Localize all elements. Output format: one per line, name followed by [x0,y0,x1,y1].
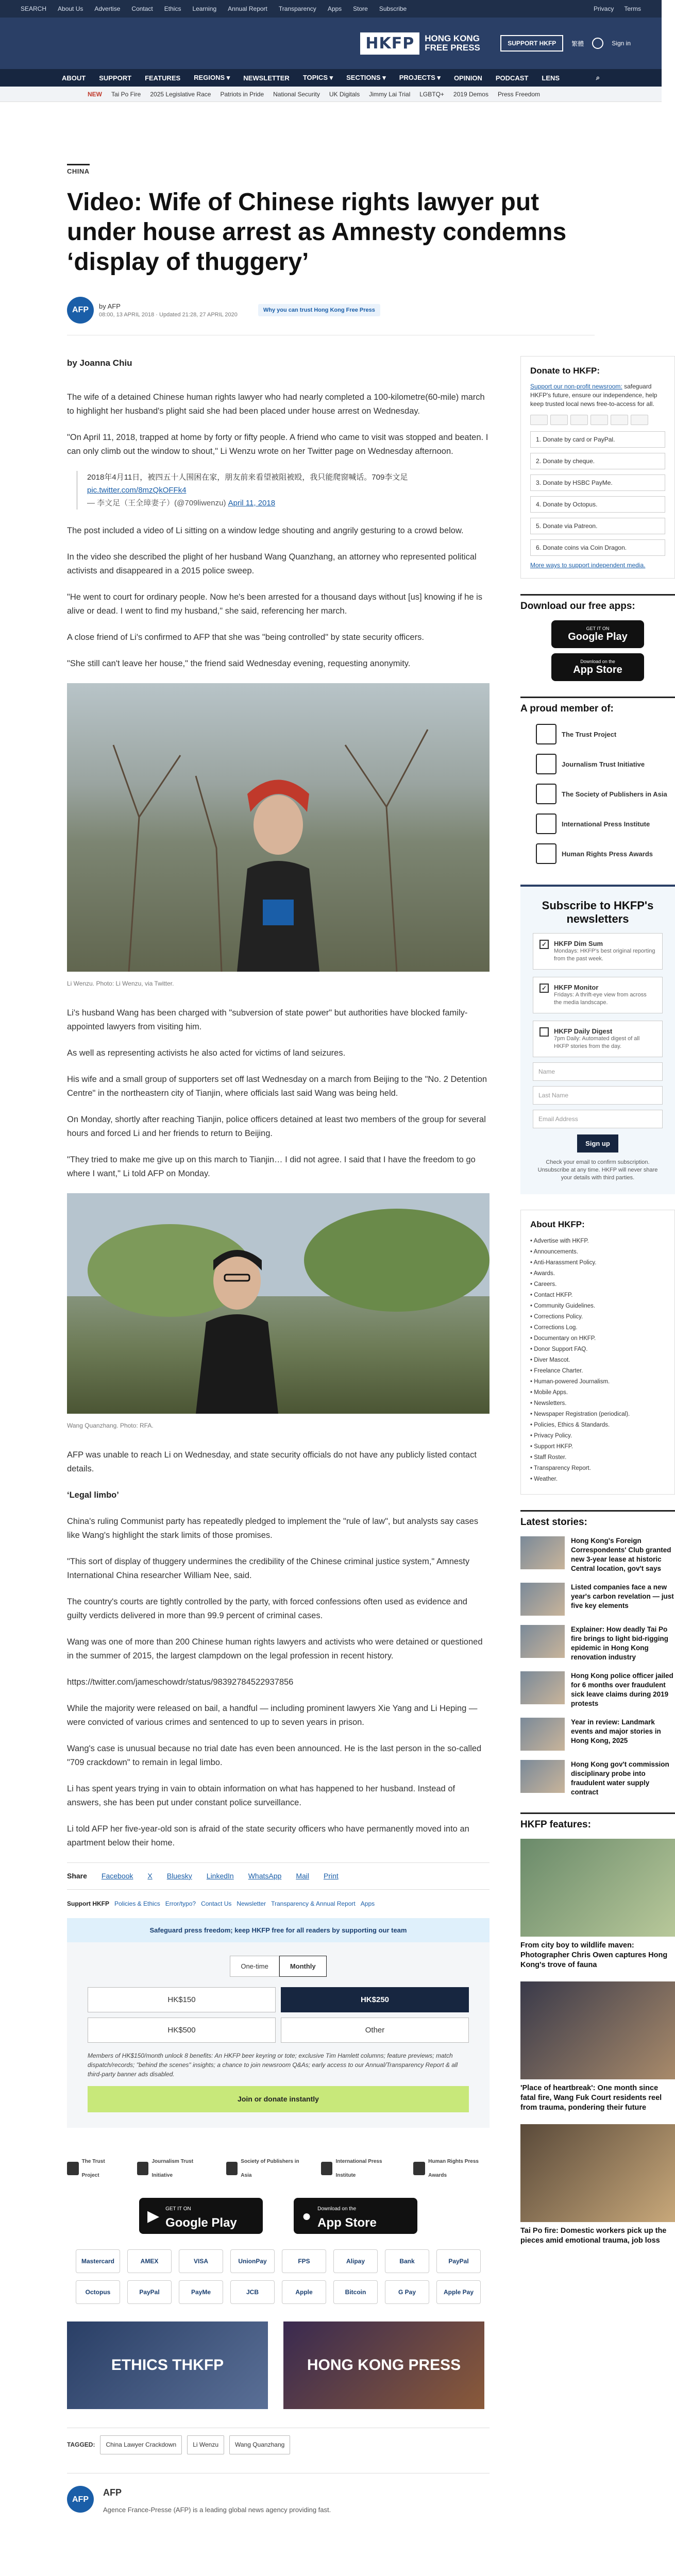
about-link[interactable]: • Freelance Charter. [530,1366,665,1377]
trust-project-icon [536,724,556,744]
logo-line-1: HONG KONG [425,33,480,43]
about-link[interactable]: • Anti-Harassment Policy. [530,1258,665,1268]
about-link[interactable]: • Corrections Log. [530,1323,665,1333]
payment-method[interactable]: Alipay [333,2249,378,2273]
about-link[interactable]: • Diver Mascot. [530,1355,665,1366]
article-paragraph: Li has spent years trying in vain to obtain information on what has happened to her husband. Instead of answers, she has been put under constant police surveillance. [67,1784,455,1807]
feature-story[interactable]: Tai Po fire: Domestic workers pick up the pieces amid emotional trauma, job loss [520,2124,675,2246]
utility-link-privacy[interactable]: Privacy [593,5,614,12]
article-paragraph: On Monday, shortly after reaching Tianjin, police officers detained at least two members of the group for several hours and forced Li and her friends to return to Beijing. [67,1115,486,1138]
payment-method[interactable]: UnionPay [230,2249,275,2273]
newsletter-title: Subscribe to HKFP's newsletters [542,899,654,925]
member-logo[interactable]: Journalism Trust Initiative [536,754,675,774]
ethics-banner[interactable]: ETHICS THKFP [67,2321,268,2409]
utility-link-apps[interactable]: Apps [327,5,342,12]
donation-widget [67,1942,490,2128]
donation-banner[interactable]: Safeguard press freedom; keep HKFP free for all readers by supporting our team [67,1918,490,1942]
about-link[interactable]: • Newspaper Registration (periodical). [530,1409,665,1420]
checkbox[interactable] [539,1027,549,1037]
payment-method[interactable]: VISA [179,2249,223,2273]
about-link[interactable]: • Corrections Policy. [530,1312,665,1323]
feature-image[interactable] [520,1981,675,2079]
sidebar-app-store-button[interactable]: Download on the App Store [551,653,644,681]
trending-link[interactable]: Press Freedom [497,90,540,98]
ipi-icon [536,814,556,834]
about-link[interactable]: • Careers. [530,1279,665,1290]
utility-link-ethics[interactable]: Ethics [164,5,181,12]
features-title: HKFP features: [520,1812,675,1831]
payment-method[interactable]: PayPal [436,2249,481,2273]
embedded-tweet [76,471,490,510]
photo-wang-quanzhang [67,1193,490,1414]
article-paragraph: His wife and a small group of supporters set off last Wednesday on a march from Beijing to the "No. 2 Detention Centre" in the northeastern city of Tianjin, where officials last said Wang was being held. [67,1075,487,1098]
nav-lens[interactable]: LENS [542,74,560,82]
about-block [520,1210,675,1495]
donate-option[interactable]: 2. Donate by cheque. [530,453,665,469]
member-title: A proud member of: [520,697,675,715]
trending-new-label: NEW [88,90,102,98]
trending-link[interactable]: 2019 Demos [453,90,488,98]
logo-line-2: FREE PRESS [425,43,480,53]
member-logo[interactable]: The Society of Publishers in Asia [536,784,675,804]
about-links [530,1236,665,1485]
payment-method[interactable]: JCB [230,2280,275,2304]
article-paragraph: China's ruling Communist party has repeatedly pledged to implement the "rule of law", but analysts say cases like Wang's highlight the stark limits of those promises. [67,1517,479,1540]
share-whatsapp[interactable]: WhatsApp [248,1872,282,1880]
tab-monthly[interactable]: Monthly [279,1956,327,1977]
donate-option[interactable]: 5. Donate via Patreon. [530,518,665,534]
about-link[interactable]: • Staff Roster. [530,1452,665,1463]
payment-method[interactable]: Bank [385,2249,429,2273]
trending-link[interactable]: National Security [273,90,320,98]
footer-link[interactable]: Error/typo? [165,1900,196,1907]
utility-link-contact[interactable]: Contact [131,5,153,12]
story-thumbnail[interactable] [520,1671,565,1704]
article-paragraph: While the majority were released on bail, a handful — including prominent lawyers Xie Yang and Li Heping — were convicted of various crimes and sentenced to up to seven years in prison. [67,1704,478,1727]
payment-method[interactable]: Bitcoin [333,2280,378,2304]
article-paragraph: The post included a video of Li sitting on a window ledge shouting and angrily gesturing to a crowd below. [67,526,464,535]
photo-wang-quanzhang-illustration [67,1193,490,1414]
utility-link-subscribe[interactable]: Subscribe [379,5,407,12]
donate-intro-link[interactable]: Support our non-profit newsroom: [530,383,622,390]
footer-link[interactable]: Contact Us [201,1900,232,1907]
photo-li-wenzu [67,683,490,972]
nav-podcast[interactable]: PODCAST [495,74,529,82]
about-link[interactable]: • Policies, Ethics & Standards. [530,1420,665,1431]
newsletter-option[interactable]: HKFP Daily Digest 7pm Daily: Automated digest of all HKFP stories from the day. [533,1021,663,1057]
card-icon [590,415,608,425]
email-field[interactable]: Email Address [533,1110,663,1128]
donate-more-link[interactable]: More ways to support independent media. [530,562,646,569]
article-paragraph: "He went to court for ordinary people. Now he's been arrested for a thousand days without [us] knowing if he is alive or dead. I went to find my husband," she said, referencing her march. [67,592,483,616]
sidebar-google-play-button[interactable]: GET IT ON Google Play [551,620,644,648]
story-thumbnail[interactable] [520,1625,565,1658]
card-icon [570,415,588,425]
about-link[interactable]: • Community Guidelines. [530,1301,665,1312]
utility-link-learning[interactable]: Learning [192,5,217,12]
story-thumbnail[interactable] [520,1536,565,1569]
tagged-label: TAGGED: [67,2441,95,2448]
footer-support-link[interactable]: Support HKFP [67,1900,109,1907]
card-icon [550,415,568,425]
about-title: About HKFP: [530,1219,585,1229]
membership-logos [67,2155,490,2182]
amount-option[interactable]: HK$500 [88,2018,276,2043]
feature-story[interactable]: From city boy to wildlife maven: Photographer Chris Owen captures Hong Kong's trove of fauna [520,1839,675,1970]
newsletter-signup [520,885,675,1194]
last-name-field[interactable]: Last Name [533,1086,663,1105]
about-link[interactable]: • Donor Support FAQ. [530,1344,665,1355]
hrpa-icon [413,2162,425,2175]
article-paragraph: Li told AFP her five-year-old son is afraid of the state security officers who have permanently moved into an apartment below their home. [67,1824,469,1848]
latest-story[interactable]: Hong Kong police officer jailed for 6 months over fraudulent sick leave claims during 2019 protests [520,1671,675,1708]
site-logo[interactable] [360,32,480,55]
tweet-link[interactable]: pic.twitter.com/8mzQkOFFk4 [87,486,187,495]
article-subhead: ‘Legal limbo’ [67,1490,119,1500]
utility-link-transparency[interactable]: Transparency [278,5,316,12]
author-box-avatar[interactable]: AFP [67,2486,94,2513]
latest-story[interactable]: Explainer: How deadly Tai Po fire brings to light bid-rigging epidemic in Hong Kong renovation industry [520,1625,675,1662]
payment-method[interactable]: Apple [282,2280,326,2304]
donate-option[interactable]: 6. Donate coins via Coin Dragon. [530,539,665,556]
payment-icons [530,415,665,425]
share-facebook[interactable]: Facebook [101,1872,133,1880]
logo-sopa[interactable]: Society of Publishers in Asia [226,2155,302,2182]
search-icon[interactable]: ⌕ [596,74,600,81]
donate-block [520,356,675,579]
member-logo[interactable]: International Press Institute [536,814,675,834]
photo-caption: Li Wenzu. Photo: Li Wenzu, via Twitter. [67,980,174,987]
nav-regions[interactable]: REGIONS ▾ [194,74,230,81]
donate-option[interactable]: 3. Donate by HSBC PayMe. [530,474,665,491]
sidebar [520,356,675,2517]
nav-newsletter[interactable]: NEWSLETTER [243,74,290,82]
feature-image[interactable] [520,1839,675,1937]
latest-title: Latest stories: [520,1510,675,1528]
nav-topics[interactable]: TOPICS ▾ [302,74,333,81]
nav-about[interactable]: ABOUT [62,74,86,82]
article-paragraph: As well as representing activists he also acted for victims of land seizures. [67,1048,346,1058]
about-link[interactable]: • Documentary on HKFP. [530,1333,665,1344]
utility-link-search[interactable]: SEARCH [21,5,47,12]
about-link[interactable]: • Mobile Apps. [530,1387,665,1398]
utility-link-annual-report[interactable]: Annual Report [228,5,267,12]
jti-icon [536,754,556,774]
article-category[interactable]: CHINA [67,164,90,175]
user-icon[interactable] [592,38,603,49]
about-link[interactable]: • Support HKFP. [530,1442,665,1452]
nav-features[interactable]: FEATURES [145,74,181,82]
donate-option[interactable]: 1. Donate by card or PayPal. [530,431,665,448]
article-container [67,102,674,2517]
tag-link[interactable]: China Lawyer Crackdown [100,2435,182,2454]
trending-link[interactable]: Jimmy Lai Trial [369,90,411,98]
member-logo[interactable]: Human Rights Press Awards [536,843,675,864]
about-link[interactable]: • Privacy Policy. [530,1431,665,1442]
donation-benefits-note: Members of HK$150/month unlock 8 benefits: An HKFP beer keyring or tote; exclusive Tim Hamlett columns; feature previews; match dispatch/records; "behind the scenes" insights; a chance to join newsroom Q&As; early access to our Annual/Transparency Report & all third-party banner ads disabled. [88,2052,458,2078]
article-paragraph: "On April 11, 2018, trapped at home by forty or fifty people. A friend who came to visit was stopped and beaten. I can only climb out the window to shout," Li Wenzu wrote on her Twitter page on Wednesday afternoon. [67,433,488,456]
first-name-field[interactable]: Name [533,1062,663,1081]
share-print[interactable]: Print [323,1872,339,1880]
article-footer-links [67,1897,490,1911]
amount-option-other[interactable]: Other [281,2018,469,2043]
support-hkfp-button[interactable]: SUPPORT HKFP [500,35,563,52]
footer-link[interactable]: Apps [360,1900,375,1907]
trending-link[interactable]: Tai Po Fire [111,90,141,98]
about-link[interactable]: • Announcements. [530,1247,665,1258]
jti-icon [137,2162,149,2175]
checkbox[interactable]: ✓ [539,940,549,949]
author-box-desc: Agence France-Presse (AFP) is a leading global news agency providing fast. [103,2506,331,2514]
donate-title: Donate to HKFP: [530,366,600,376]
about-link[interactable]: • Awards. [530,1268,665,1279]
article-paragraph: AFP was unable to reach Li on Wednesday, and state security officials do not have any publicly listed contact details. [67,1450,477,1473]
photo-li-wenzu-illustration [67,683,490,972]
main-nav [0,69,662,87]
share-mail[interactable]: Mail [296,1872,309,1880]
latest-story[interactable]: Hong Kong gov't commission disciplinary probe into fraudulent water supply contract [520,1760,675,1797]
trending-link[interactable]: 2025 Legislative Race [150,90,211,98]
trust-project-icon [67,2162,79,2175]
logo-ipi[interactable]: International Press Institute [321,2155,395,2182]
feature-image[interactable] [520,2124,675,2222]
utility-link-store[interactable]: Store [353,5,368,12]
article-headline: Video: Wife of Chinese rights lawyer put under house arrest as Amnesty condemns ‘display of thuggery’ [67,189,567,276]
site-header [0,18,662,69]
tweet-date[interactable]: April 11, 2018 [228,499,276,507]
member-logo[interactable]: The Trust Project [536,724,675,744]
article-paragraph: In the video she described the plight of her husband Wang Quanzhang, an attorney who represented political activists and disappeared in a 2015 police sweep. [67,552,477,575]
share-linkedin[interactable]: LinkedIn [206,1872,234,1880]
article-paragraph: "She still can't leave her house," the friend said Wednesday evening, requesting anonymity. [67,659,411,668]
logo-trust-project[interactable]: The Trust Project [67,2155,119,2182]
story-thumbnail[interactable] [520,1760,565,1793]
byline-row [67,297,595,335]
article-paragraph: A close friend of Li's confirmed to AFP that she was "being controlled" by state security officers. [67,633,424,642]
payment-methods [67,2249,490,2304]
article-body [67,356,490,2517]
utility-link-advertise[interactable]: Advertise [94,5,121,12]
latest-story[interactable]: Listed companies face a new year's carbon revelation — just five key elements [520,1583,675,1616]
card-icon [611,415,628,425]
footer-link[interactable]: Policies & Ethics [114,1900,160,1907]
card-icon [530,415,548,425]
sign-in-link[interactable]: Sign in [612,40,631,47]
signup-button[interactable]: Sign up [577,1134,618,1153]
tab-one-time[interactable]: One-time [230,1956,279,1977]
logo-hrpa[interactable]: Human Rights Press Awards [413,2155,490,2182]
apple-icon: ● [302,2207,312,2225]
share-bluesky[interactable]: Bluesky [166,1872,192,1880]
ipi-icon [321,2162,333,2175]
join-donate-button[interactable]: Join or donate instantly [88,2086,469,2112]
author-box [67,2473,490,2517]
about-link[interactable]: • Newsletters. [530,1398,665,1409]
share-x[interactable]: X [147,1872,153,1880]
app-store-button[interactable]: ● Download on the App Store [294,2198,417,2234]
apps-title: Download our free apps: [520,594,675,612]
payment-method[interactable]: PayPal [127,2280,172,2304]
latest-story[interactable]: Year in review: Landmark events and major stories in Hong Kong, 2025 [520,1718,675,1751]
card-icon [631,415,648,425]
press-banner[interactable]: HONG KONG PRESS [283,2321,484,2409]
trending-link[interactable]: LGBTQ+ [419,90,444,98]
checkbox[interactable]: ✓ [539,984,549,993]
nav-projects[interactable]: PROJECTS ▾ [399,74,441,81]
utility-bar [0,0,662,18]
trending-link[interactable]: UK Digitals [329,90,360,98]
play-store-icon: ▶ [147,2207,160,2225]
trust-link[interactable]: Why you can trust Hong Kong Free Press [258,304,380,316]
donate-option[interactable]: 4. Donate by Octopus. [530,496,665,513]
sopa-icon [536,784,556,804]
about-link[interactable]: • Weather. [530,1474,665,1485]
about-link[interactable]: • Contact HKFP. [530,1290,665,1301]
story-thumbnail[interactable] [520,1718,565,1751]
article-paragraph: Wang's case is unusual because no trial date has even been announced. He is the last person in the so-called "709 crackdown" to remain in legal limbo. [67,1744,482,1767]
article-paragraph: "They tried to make me give up on this march to Tianjin… I did not agree. I said that I have the freedom to go where I want," Li told AFP on Monday. [67,1155,476,1178]
payment-method[interactable]: PayMe [179,2280,223,2304]
tag-link[interactable]: Wang Quanzhang [229,2435,290,2454]
payment-method[interactable]: FPS [282,2249,326,2273]
photo-caption: Wang Quanzhang. Photo: RFA. [67,1422,154,1429]
trending-bar [0,87,662,102]
about-link[interactable]: • Advertise with HKFP. [530,1236,665,1247]
google-play-button[interactable]: ▶ GET IT ON Google Play [139,2198,263,2234]
author-avatar[interactable]: AFP [67,297,94,324]
nav-support[interactable]: SUPPORT [99,74,132,82]
footer-link[interactable]: Newsletter [237,1900,266,1907]
payment-method[interactable]: Mastercard [76,2249,120,2273]
hrpa-icon [536,843,556,864]
share-bar [67,1862,490,1890]
payment-method[interactable]: Octopus [76,2280,120,2304]
payment-method[interactable]: G Pay [385,2280,429,2304]
share-label: Share [67,1872,87,1880]
tweet-author: — 李文足（王全璋妻子）(@709liwenzu) [87,499,226,507]
about-link[interactable]: • Transparency Report. [530,1463,665,1474]
tag-link[interactable]: Li Wenzu [187,2435,224,2454]
tweet-text: 2018年4月11日，被四五十人围困在家，朋友前来看望被阻被殴，我只能爬窗喊话。709李文足 pic.twitter.com/8mzQkOFFk4 [87,473,408,495]
article-paragraph: The country's courts are tightly controlled by the party, with forced confessions often used as evidence and guilty verdicts delivered in more than 99.9 percent of criminal cases. [67,1597,467,1620]
tag-list [67,2428,490,2454]
about-link[interactable]: • Human-powered Journalism. [530,1377,665,1387]
donate-intro: safeguard HKFP's future, ensure our independence, help keep trusted local news free-to-access for all. [530,383,657,408]
article-paragraph: "This sort of display of thuggery undermines the credibility of the Chinese criminal justice system," Amnesty International China researcher William Nee, said. [67,1557,470,1580]
utility-link-terms[interactable]: Terms [624,5,641,12]
article-paragraph: Li's husband Wang has been charged with "subversion of state power" but authorities have blocked family-appointed lawyers from visiting him. [67,1008,468,1031]
payment-method[interactable]: AMEX [127,2249,172,2273]
newsletter-option[interactable]: ✓ HKFP Dim Sum Mondays: HKFP's best original reporting from the past week. [533,933,663,970]
trending-link[interactable]: Patriots in Pride [220,90,264,98]
byline-dates: 08:00, 13 APRIL 2018 · Updated 21:28, 27 APRIL 2020 [99,312,238,318]
author-box-name[interactable]: AFP [103,2487,122,2498]
language-toggle[interactable]: 繁體 [571,40,584,47]
newsletter-option[interactable]: ✓ HKFP Monitor Fridays: A thrift-eye view from across the media landscape. [533,977,663,1013]
nav-sections[interactable]: SECTIONS ▾ [346,74,386,81]
article-paragraph: The wife of a detained Chinese human rights lawyer who had nearly completed a 100-kilometre(60-mile) march to highlight her husband's plight said she had been placed under house arrest on Wednesday. [67,393,485,416]
feature-story[interactable]: 'Place of heartbreak': One month since fatal fire, Wang Fuk Court residents reel from trauma, pondering their future [520,1981,675,2113]
story-thumbnail[interactable] [520,1583,565,1616]
utility-link-about[interactable]: About Us [58,5,83,12]
nav-opinion[interactable]: OPINION [453,74,482,82]
article-author: by Joanna Chiu [67,358,132,368]
footer-link[interactable]: Transparency & Annual Report [271,1900,356,1907]
tweet-url[interactable]: https://twitter.com/jameschowdr/status/983927845229378​56 [67,1677,294,1687]
latest-story[interactable]: Hong Kong's Foreign Correspondents' Club granted new 3-year lease at historic Central location, gov't says [520,1536,675,1573]
payment-method[interactable]: Apple Pay [436,2280,481,2304]
article-paragraph: Wang was one of more than 200 Chinese human rights lawyers and activists who were detained or questioned in the summer of 2015, the largest clampdown on the legal profession in recent history. [67,1637,483,1660]
logo-box: HKFP [360,32,419,55]
amount-option-selected[interactable]: HK$250 [281,1987,469,2012]
newsletter-note: Check your email to confirm subscription. Unsubscribe at any time. HKFP will never share your details with third parties. [537,1159,658,1181]
sopa-icon [226,2162,238,2175]
byline-author[interactable]: by AFP [99,302,121,310]
amount-option[interactable]: HK$150 [88,1987,276,2012]
logo-jti[interactable]: Journalism Trust Initiative [137,2155,208,2182]
